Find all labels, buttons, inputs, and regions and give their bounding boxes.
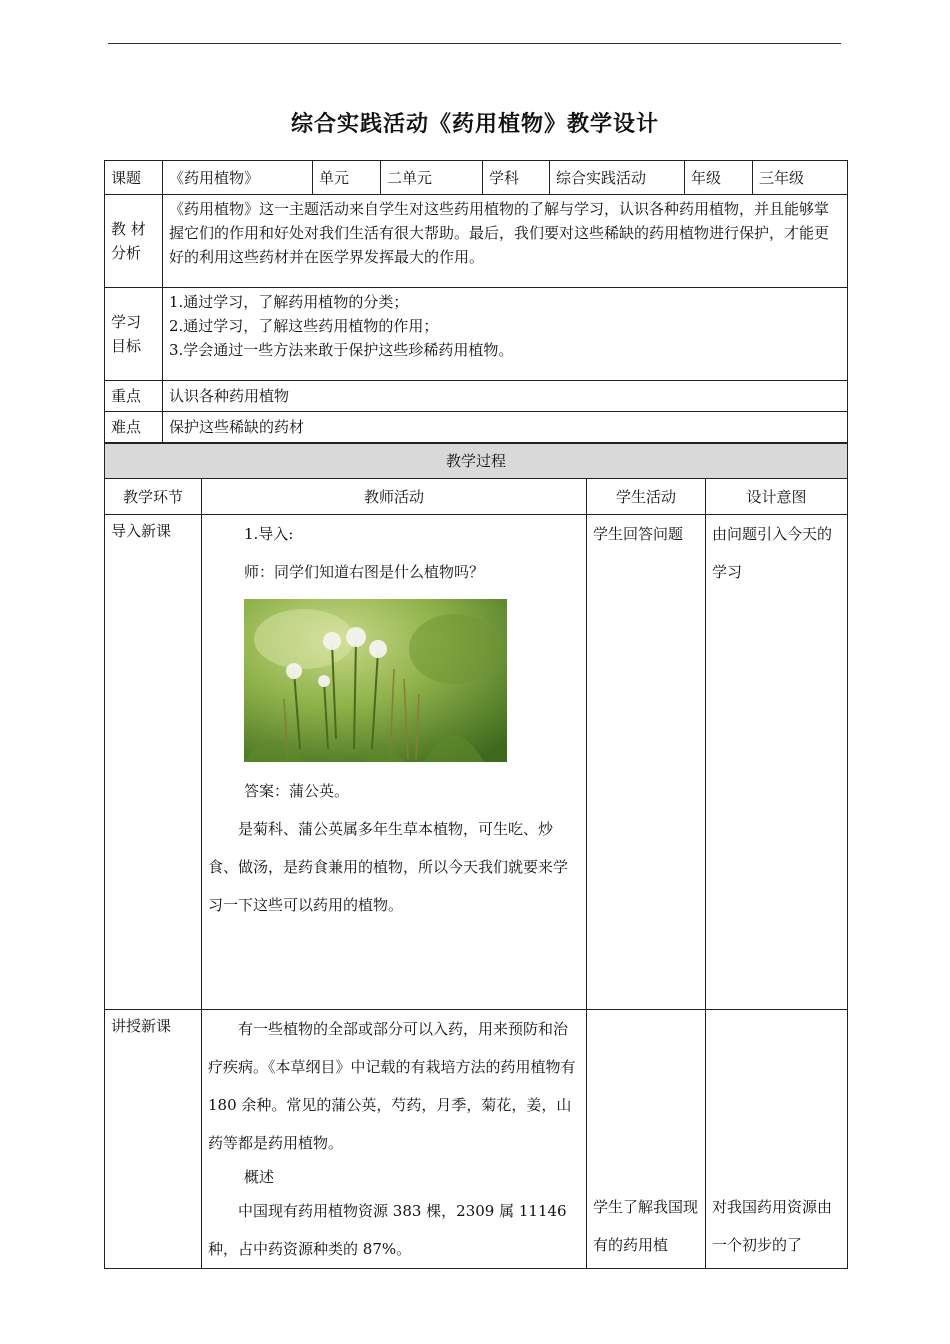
dandelion-photo xyxy=(244,599,507,762)
student-activity-text: 学生回答问题 xyxy=(593,525,684,543)
design-intent-text: 对我国药用资源由一个初步的了 xyxy=(712,1198,833,1254)
teacher-activity-lecture xyxy=(202,1010,587,1269)
intro-explanation: 是菊科、蒲公英属多年生草本植物，可生吃、炒食、做汤，是药食兼用的植物，所以今天我们就要来学习一下这些可以药用的植物。 xyxy=(208,820,569,914)
document-title: 综合实践活动《药用植物》教学设计 xyxy=(290,111,659,137)
subject-label: 学科 xyxy=(483,161,550,195)
info-table xyxy=(104,160,848,443)
lecture-paragraph-2: 中国现有药用植物资源 383 棵，2309 属 11146 种，占中药资源种类的 87%。 xyxy=(208,1202,567,1258)
key-point-text: 认识各种药用植物 xyxy=(163,381,848,412)
header-rule xyxy=(108,43,841,44)
objectives-label xyxy=(105,288,163,381)
process-table xyxy=(104,443,848,1269)
design-intent-intro xyxy=(706,515,848,1010)
analysis-label-line-1: 教 材 xyxy=(111,220,146,238)
stage-lecture: 讲授新课 xyxy=(105,1010,202,1269)
objective-item: 1.通过学习，了解药用植物的分类； xyxy=(169,293,409,311)
topic-value: 《药用植物》 xyxy=(163,161,313,195)
intro-question: 师：同学们知道右图是什么植物吗？ xyxy=(244,563,485,581)
lecture-paragraph-1: 有一些植物的全部或部分可以入药，用来预防和治疗疾病。《本草纲目》中记载的有栽培方法的药用植物有 180 余种。常见的蒲公英，芍药，月季，菊花，姜，山药等都是药用植物。 xyxy=(208,1020,576,1152)
unit-label: 单元 xyxy=(313,161,381,195)
topic-label: 课题 xyxy=(105,161,163,195)
stage-intro: 导入新课 xyxy=(105,515,202,1010)
column-header-teacher: 教师活动 xyxy=(202,479,587,515)
subject-value: 综合实践活动 xyxy=(550,161,685,195)
difficulty-text: 保护这些稀缺的药材 xyxy=(163,412,848,443)
objective-item: 3.学会通过一些方法来敢于保护这些珍稀药用植物。 xyxy=(169,341,514,359)
lecture-overview: 概述 xyxy=(244,1168,275,1186)
design-intent-lecture xyxy=(706,1010,848,1269)
grade-label: 年级 xyxy=(685,161,753,195)
student-activity-lecture xyxy=(587,1010,706,1269)
teacher-activity-intro xyxy=(202,515,587,1010)
column-header-intent: 设计意图 xyxy=(706,479,848,515)
design-intent-text: 由问题引入今天的学习 xyxy=(712,525,833,581)
analysis-label xyxy=(105,195,163,288)
intro-answer: 答案：蒲公英。 xyxy=(244,782,350,800)
column-header-student: 学生活动 xyxy=(587,479,706,515)
objectives-list xyxy=(163,288,848,381)
objectives-label-line-2: 目标 xyxy=(111,337,142,355)
column-header-stage: 教学环节 xyxy=(105,479,202,515)
analysis-label-line-2: 分析 xyxy=(111,244,142,262)
grade-value: 三年级 xyxy=(753,161,848,195)
objectives-label-line-1: 学习 xyxy=(111,313,142,331)
student-activity-intro xyxy=(587,515,706,1010)
process-heading: 教学过程 xyxy=(105,444,848,479)
student-activity-text: 学生了解我国现有的药用植 xyxy=(593,1198,699,1254)
analysis-text: 《药用植物》这一主题活动来自学生对这些药用植物的了解与学习，认识各种药用植物，并且能够掌握它们的作用和好处对我们生活有很大帮助。最后，我们要对这些稀缺的药用植物进行保护，才能更好的利用这些药材并在医学界发挥最大的作用。 xyxy=(163,195,848,288)
difficulty-label: 难点 xyxy=(105,412,163,443)
intro-heading: 1.导入: xyxy=(244,525,294,543)
unit-value: 二单元 xyxy=(381,161,483,195)
objective-item: 2.通过学习，了解这些药用植物的作用； xyxy=(169,317,439,335)
key-point-label: 重点 xyxy=(105,381,163,412)
